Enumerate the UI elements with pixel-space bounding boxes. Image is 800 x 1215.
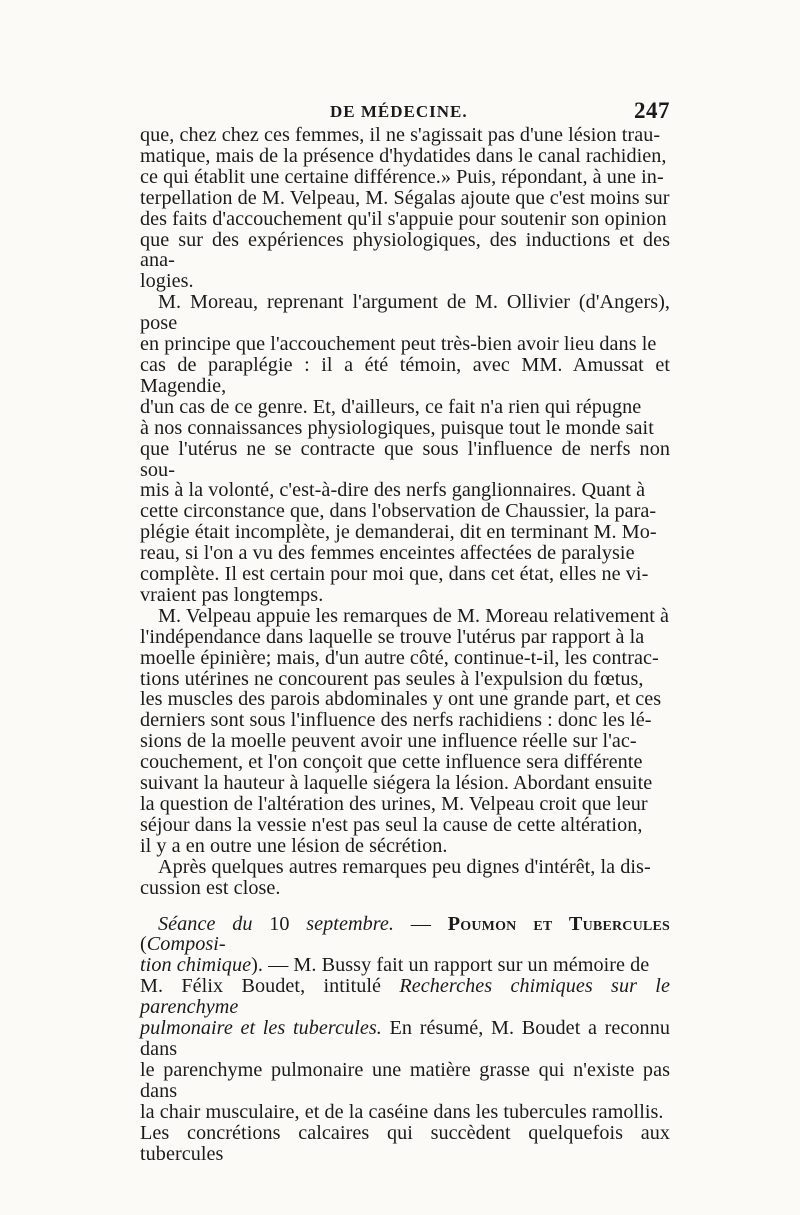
- text-line: M. Moreau, reprenant l'argument de M. Ollivier (d'Angers), pose: [140, 291, 670, 335]
- paragraph: [140, 125, 670, 292]
- text-line: en principe que l'accouchement peut très-bien avoir lieu dans le: [140, 333, 657, 356]
- session-date-month: septembre.: [306, 912, 395, 935]
- session-dash: —: [410, 912, 448, 935]
- text-line: suivant la hauteur à laquelle siégera la lésion. Abordant ensuite: [140, 772, 653, 795]
- text-line: plégie était incomplète, je demanderai, dit en terminant M. Mo-: [140, 521, 657, 544]
- summary-line: En résumé, M. Boudet a reconnu dans: [140, 1017, 670, 1060]
- text-line: Après quelques autres remarques peu dignes d'intérêt, la dis-: [158, 855, 651, 878]
- text-line: la question de l'altération des urines, M. Velpeau croit que leur: [140, 793, 648, 815]
- text-line: l'indépendance dans laquelle se trouve l'utérus par rapport à la: [140, 625, 645, 648]
- text-line: matique, mais de la présence d'hydatides dans le canal rachidien,: [140, 144, 667, 167]
- text-line: tions utérines ne concourent pas seules à l'expulsion du fœtus,: [140, 667, 644, 690]
- text-line: cas de paraplégie : il a été témoin, avec MM. Amussat et Magendie,: [140, 353, 670, 397]
- session-date-number: 10: [269, 912, 290, 935]
- paragraph: [140, 606, 670, 857]
- text-line: cussion est close.: [140, 876, 281, 899]
- text-line: terpellation de M. Velpeau, M. Ségalas ajoute que c'est moins sur: [140, 186, 670, 209]
- work-title-part2: pulmonaire et les tubercules.: [140, 1017, 382, 1040]
- text-line: M. Velpeau appuie les remarques de M. Moreau relativement à: [158, 604, 670, 627]
- session-label: Séance du: [158, 912, 253, 935]
- text-line: à nos connaissances physiologiques, puisque tout le monde sait: [140, 416, 654, 439]
- text-line: les muscles des parois abdominales y ont une grande part, et ces: [140, 688, 662, 711]
- composition-fragment: Composi-: [146, 933, 226, 956]
- section-title: Poumon et Tubercules: [447, 912, 670, 935]
- text-line: moelle épinière; mais, d'un autre côté, continue-t-il, les contrac-: [140, 646, 659, 669]
- text-line: ce qui établit une certaine différence.» Puis, répondant, à une in-: [140, 165, 664, 188]
- text-line: séjour dans la vessie n'est pas seul la cause de cette altération,: [140, 813, 643, 836]
- session-paragraph: [140, 914, 670, 1165]
- body-text: [140, 125, 670, 1164]
- page-number: 247: [634, 98, 670, 123]
- text-line: derniers sont sous l'influence des nerfs rachidiens : donc les lé-: [140, 709, 652, 732]
- text-line: vraient pas longtemps.: [140, 583, 324, 606]
- paragraph: [140, 292, 670, 606]
- text-line: cette circonstance que, dans l'observation de Chaussier, la para-: [140, 500, 657, 523]
- report-line: ). — M. Bussy fait un rapport sur un mémoire de: [251, 954, 650, 977]
- text-line: sions de la moelle peuvent avoir une influence réelle sur l'ac-: [140, 730, 637, 753]
- text-line: la chair musculaire, et de la caséine dans les tubercules ramollis.: [140, 1100, 664, 1123]
- running-head: DE MÉDECINE.: [330, 102, 468, 121]
- text-line: mis à la volonté, c'est-à-dire des nerfs ganglionnaires. Quant à: [140, 479, 646, 502]
- text-line: couchement, et l'on conçoit que cette influence sera différente: [140, 751, 643, 774]
- author-line-start: M. Félix Boudet, intitulé: [140, 975, 400, 998]
- paragraph: [140, 857, 670, 899]
- text-line: que l'utérus ne se contracte que sous l'influence de nerfs non sou-: [140, 437, 670, 481]
- text-line: il y a en outre une lésion de sécrétion.: [140, 834, 448, 857]
- text-line: complète. Il est certain pour moi que, dans cet état, elles ne vi-: [140, 563, 649, 586]
- text-line: que, chez chez ces femmes, il ne s'agissait pas d'une lésion trau-: [140, 124, 661, 146]
- composition-subtitle: tion chimique: [140, 954, 252, 977]
- text-line: reau, si l'on a vu des femmes enceintes affectées de paralysie: [140, 542, 635, 565]
- text-line: d'un cas de ce genre. Et, d'ailleurs, ce fait n'a rien qui répugne: [140, 395, 642, 418]
- open-paren: (: [140, 933, 147, 956]
- text-line: logies.: [140, 270, 194, 293]
- text-line: que sur des expériences physiologiques, des inductions et des ana-: [140, 228, 670, 272]
- work-title-part1: Recherches chimiques sur le parenchyme: [140, 975, 670, 1019]
- text-line: des faits d'accouchement qu'il s'appuie pour soutenir son opinion: [140, 207, 667, 230]
- text-line: Les concrétions calcaires qui succèdent quelquefois aux tubercules: [140, 1121, 670, 1165]
- text-line: le parenchyme pulmonaire une matière grasse qui n'existe pas dans: [140, 1058, 670, 1102]
